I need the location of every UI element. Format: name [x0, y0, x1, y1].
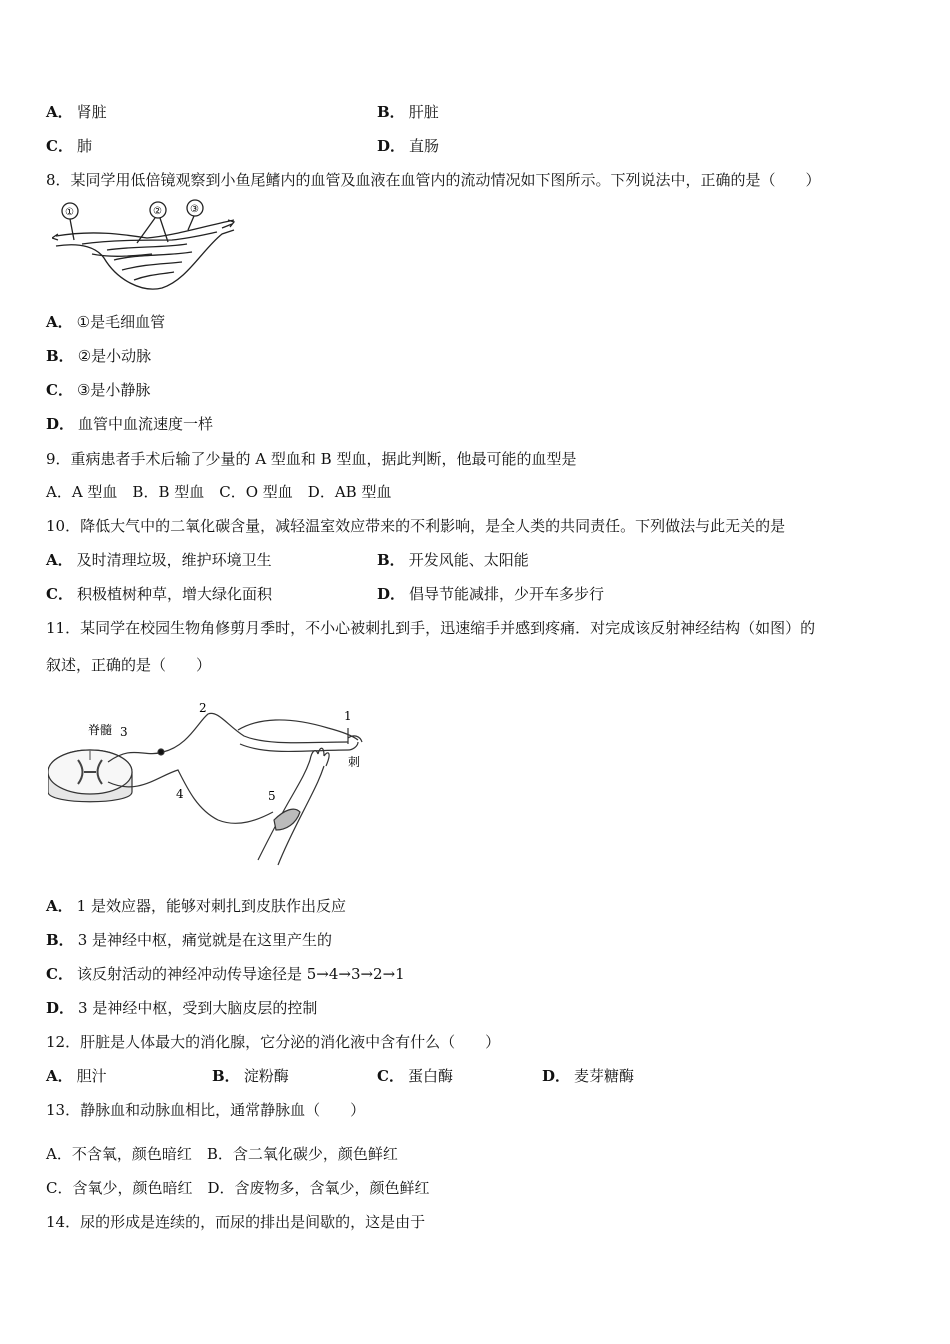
option-text: 胆汁: [76, 1067, 107, 1085]
option-letter: D．: [377, 585, 406, 603]
q9-stem: 9．重病患者手术后输了少量的 A 型血和 B 型血，据此判断，他最可能的血型是: [46, 450, 577, 468]
q12-stem: 12．肝脏是人体最大的消化腺，它分泌的消化液中含有什么（ ）: [46, 1033, 501, 1051]
q13-stem: 13．静脉血和动脉血相比，通常静脉血（ ）: [46, 1101, 366, 1119]
label-4: 4: [176, 787, 184, 801]
option-text: 肝脏: [408, 103, 439, 121]
option-text: 该反射活动的神经冲动传导途径是 5→4→3→2→1: [76, 965, 405, 983]
option-text: 淀粉酶: [243, 1067, 289, 1085]
q8-stem: 8．某同学用低倍镜观察到小鱼尾鳍内的血管及血液在血管内的流动情况如下图所示。下列说法中，正确的是（ ）: [46, 171, 821, 189]
label-thorn: 刺: [348, 755, 361, 769]
option-letter: C．: [46, 137, 73, 155]
figure-label-1: ①: [65, 207, 74, 218]
q12-option-b: [212, 1066, 289, 1086]
option-text: 开发风能、太阳能: [408, 551, 529, 569]
q7-option-c: [46, 136, 92, 156]
q11-stem-line2: 叙述，正确的是（ ）: [46, 656, 212, 674]
q11-option-a: [46, 896, 346, 916]
option-text: 蛋白酶: [407, 1067, 453, 1085]
q11-option-c: [46, 964, 405, 984]
figure-label-2: ②: [153, 206, 162, 217]
option-letter: D．: [377, 137, 406, 155]
option-letter: C．: [377, 1067, 404, 1085]
option-text: 麦芽糖酶: [574, 1067, 635, 1085]
q11-option-d: [46, 998, 317, 1018]
q8-option-b: [46, 346, 151, 366]
label-3: 3: [120, 725, 128, 739]
option-text: ①是毛细血管: [76, 313, 166, 331]
option-text: 及时清理垃圾，维护环境卫生: [76, 551, 272, 569]
option-text: 肾脏: [76, 103, 107, 121]
q11-option-b: [46, 930, 332, 950]
q7-option-d: [377, 136, 439, 156]
option-letter: C．: [46, 965, 73, 983]
q8-option-c: [46, 380, 150, 400]
label-spinal-cord: 脊髓: [88, 723, 113, 737]
fish-tail-blood-vessel-figure: [52, 198, 237, 300]
label-1: 1: [344, 709, 352, 723]
q13-options-row1: A．不含氧，颜色暗红 B．含二氧化碳少，颜色鲜红: [46, 1145, 398, 1163]
q10-option-d: [377, 584, 604, 604]
q8-option-a: [46, 312, 165, 332]
option-letter: B．: [46, 347, 74, 365]
label-2: 2: [199, 701, 207, 715]
q12-option-d: [542, 1066, 634, 1086]
option-letter: A．: [46, 313, 73, 331]
q10-option-b: [377, 550, 529, 570]
q10-option-a: [46, 550, 272, 570]
option-text: 倡导节能减排，少开车多步行: [409, 585, 605, 603]
reflex-arc-figure: [48, 700, 368, 872]
option-text: 肺: [76, 137, 92, 155]
option-letter: B．: [212, 1067, 240, 1085]
option-text: ②是小动脉: [77, 347, 152, 365]
q9-options: A．A 型血 B．B 型血 C．O 型血 D．AB 型血: [46, 483, 392, 501]
option-letter: A．: [46, 1067, 73, 1085]
q12-option-a: [46, 1066, 107, 1086]
option-letter: B．: [377, 103, 405, 121]
option-letter: B．: [46, 931, 74, 949]
q10-stem: 10．降低大气中的二氧化碳含量，减轻温室效应带来的不利影响，是全人类的共同责任。下列做法与此无关的是: [46, 517, 786, 535]
option-text: ③是小静脉: [76, 381, 151, 399]
option-letter: A．: [46, 103, 73, 121]
option-letter: A．: [46, 897, 73, 915]
option-letter: D．: [46, 415, 75, 433]
option-letter: B．: [377, 551, 405, 569]
option-letter: D．: [542, 1067, 571, 1085]
q8-option-d: [46, 414, 213, 434]
option-letter: C．: [46, 585, 73, 603]
option-text: 直肠: [409, 137, 440, 155]
option-text: 3 是神经中枢，痛觉就是在这里产生的: [77, 931, 333, 949]
q10-option-c: [46, 584, 272, 604]
figure-label-3: ③: [190, 204, 199, 215]
q7-option-a: [46, 102, 107, 122]
option-text: 1 是效应器，能够对刺扎到皮肤作出反应: [76, 897, 346, 915]
q13-options-row2: C．含氧少，颜色暗红 D．含废物多，含氧少，颜色鲜红: [46, 1179, 430, 1197]
option-text: 积极植树种草，增大绿化面积: [76, 585, 272, 603]
q14-stem: 14．尿的形成是连续的，而尿的排出是间歇的，这是由于: [46, 1213, 426, 1231]
option-letter: D．: [46, 999, 75, 1017]
option-letter: A．: [46, 551, 73, 569]
q11-stem-line1: 11．某同学在校园生物角修剪月季时，不小心被刺扎到手，迅速缩手并感到疼痛．对完成该反射神经结构（如图）的: [46, 619, 816, 637]
option-text: 3 是神经中枢，受到大脑皮层的控制: [78, 999, 318, 1017]
label-5: 5: [268, 789, 276, 803]
option-text: 血管中血流速度一样: [78, 415, 214, 433]
q12-option-c: [377, 1066, 453, 1086]
option-letter: C．: [46, 381, 73, 399]
q7-option-b: [377, 102, 439, 122]
